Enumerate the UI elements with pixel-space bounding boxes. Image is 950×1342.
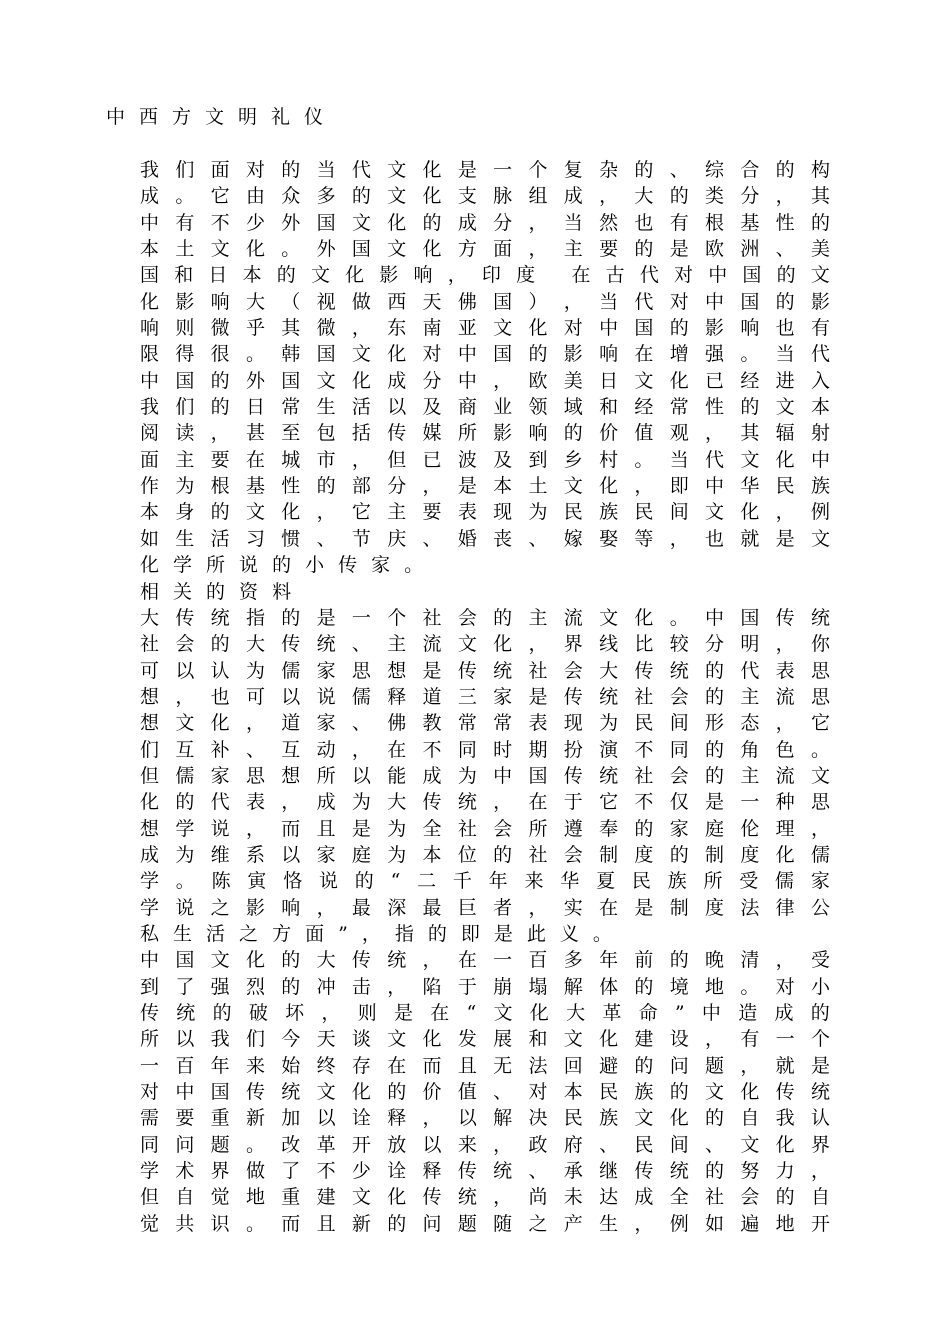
text-line: 化 学 所 说 的 小 传 家 。 (140, 554, 438, 577)
text-line: 成 为 维 系 以 家 庭 为 本 位 的 社 会 制 度 的 制 度 化 儒 (140, 843, 830, 866)
text-line: 学 术 界 做 了 不 少 诠 释 传 统 、 承 继 传 统 的 努 力 ， (140, 1160, 830, 1183)
text-line: 相 关 的 资 料 (140, 580, 306, 603)
text-line: 中 有 不 少 外 国 文 化 的 成 分 ， 当 然 也 有 根 基 性 的 (140, 211, 830, 234)
text-line: 但 儒 家 思 想 所 以 能 成 为 中 国 传 统 社 会 的 主 流 文 (140, 764, 830, 787)
text-line: 化 的 代 表 ， 成 为 大 传 统 ， 在 于 它 不 仅 是 一 种 思 (140, 791, 830, 814)
text-line: 但 自 觉 地 重 建 文 化 传 统 ， 尚 未 达 成 全 社 会 的 自 (140, 1186, 830, 1209)
text-line: 觉 共 识 。 而 且 新 的 问 题 随 之 产 生 ， 例 如 遍 地 开 (140, 1212, 830, 1235)
text-line: 到 了 强 烈 的 冲 击 ， 陷 于 崩 塌 解 体 的 境 地 。 对 小 (140, 975, 830, 998)
page-title: 中西方文明礼仪 (106, 106, 338, 128)
text-line: 私 生 活 之 方 面 ” ， 指 的 即 是 此 义 。 (140, 922, 626, 945)
text-line: 学 。 陈 寅 恪 说 的 “ 二 千 年 来 华 夏 民 族 所 受 儒 家 (140, 870, 830, 893)
text-line: 需 要 重 新 加 以 诠 释 ， 以 解 决 民 族 文 化 的 自 我 认 (140, 1107, 830, 1130)
text-line: 同 问 题 。 改 革 开 放 以 来 ， 政 府 、 民 间 、 文 化 界 (140, 1133, 830, 1156)
text-line: 学 说 之 影 响 ， 最 深 最 巨 者 ， 实 在 是 制 度 法 律 公 (140, 896, 830, 919)
text-line: 响 则 微 乎 其 微 ， 东 南 亚 文 化 对 中 国 的 影 响 也 有 (140, 317, 830, 340)
text-line: 一 百 年 来 始 终 存 在 而 且 无 法 回 避 的 问 题 ， 就 是 (140, 1054, 830, 1077)
text-line: 社 会 的 大 传 统 、 主 流 文 化 ， 界 线 比 较 分 明 ， 你 (140, 633, 830, 656)
text-line: 们 互 补 、 互 动 ， 在 不 同 时 期 扮 演 不 同 的 角 色 。 (140, 738, 830, 761)
text-line: 想 文 化 ， 道 家 、 佛 教 常 常 表 现 为 民 间 形 态 ， 它 (140, 712, 830, 735)
text-line: 面 主 要 在 城 市 ， 但 已 波 及 到 乡 村 。 当 代 文 化 中 (140, 448, 830, 471)
text-line: 对 中 国 传 统 文 化 的 价 值 、 对 本 民 族 的 文 化 传 统 (140, 1081, 830, 1104)
text-line: 化 影 响 大 （ 视 做 西 天 佛 国 ） ， 当 代 对 中 国 的 影 (140, 290, 830, 313)
text-line: 我 们 的 日 常 生 活 以 及 商 业 领 域 和 经 常 性 的 文 本 (140, 396, 830, 419)
text-line: 想 学 说 ， 而 且 是 为 全 社 会 所 遵 奉 的 家 庭 伦 理 ， (140, 817, 830, 840)
text-line: 中 国 文 化 的 大 传 统 ， 在 一 百 多 年 前 的 晚 清 ， 受 (140, 949, 830, 972)
text-line: 国 和 日 本 的 文 化 影 响 ， 印 度 在 古 代 对 中 国 的 文 (140, 264, 830, 287)
text-line: 本 土 文 化 。 外 国 文 化 方 面 ， 主 要 的 是 欧 洲 、 美 (140, 238, 830, 261)
text-line: 中 国 的 外 国 文 化 成 分 中 ， 欧 美 日 文 化 已 经 进 入 (140, 369, 830, 392)
text-line: 传 统 的 破 坏 ， 则 是 在 “ 文 化 大 革 命 ” 中 造 成 的 (140, 1002, 830, 1024)
text-line: 本 身 的 文 化 ， 它 主 要 表 现 为 民 族 民 间 文 化 ， 例 (140, 501, 830, 524)
text-line: 所 以 我 们 今 天 谈 文 化 发 展 和 文 化 建 设 ， 有 一 个 (140, 1028, 830, 1051)
text-line: 大 传 统 指 的 是 一 个 社 会 的 主 流 文 化 。 中 国 传 统 (140, 606, 830, 629)
text-line: 可 以 认 为 儒 家 思 想 是 传 统 社 会 大 传 统 的 代 表 思 (140, 659, 830, 682)
text-line: 想 ， 也 可 以 说 儒 释 道 三 家 是 传 统 社 会 的 主 流 思 (140, 685, 830, 708)
text-line: 我 们 面 对 的 当 代 文 化 是 一 个 复 杂 的 、 综 合 的 构 (140, 159, 830, 181)
document-body (140, 157, 830, 1237)
text-line: 成 。 它 由 众 多 的 文 化 支 脉 组 成 ， 大 的 类 分 ， 其 (140, 185, 830, 208)
text-line: 如 生 活 习 惯 、 节 庆 、 婚 丧 、 嫁 娶 等 ， 也 就 是 文 (140, 527, 830, 550)
text-line: 限 得 很 。 韩 国 文 化 对 中 国 的 影 响 在 增 强 。 当 代 (140, 343, 830, 366)
text-line: 作 为 根 基 性 的 部 分 ， 是 本 土 文 化 ， 即 中 华 民 族 (140, 475, 830, 498)
text-line: 阅 读 ， 甚 至 包 括 传 媒 所 影 响 的 价 值 观 ， 其 辐 射 (140, 422, 830, 445)
